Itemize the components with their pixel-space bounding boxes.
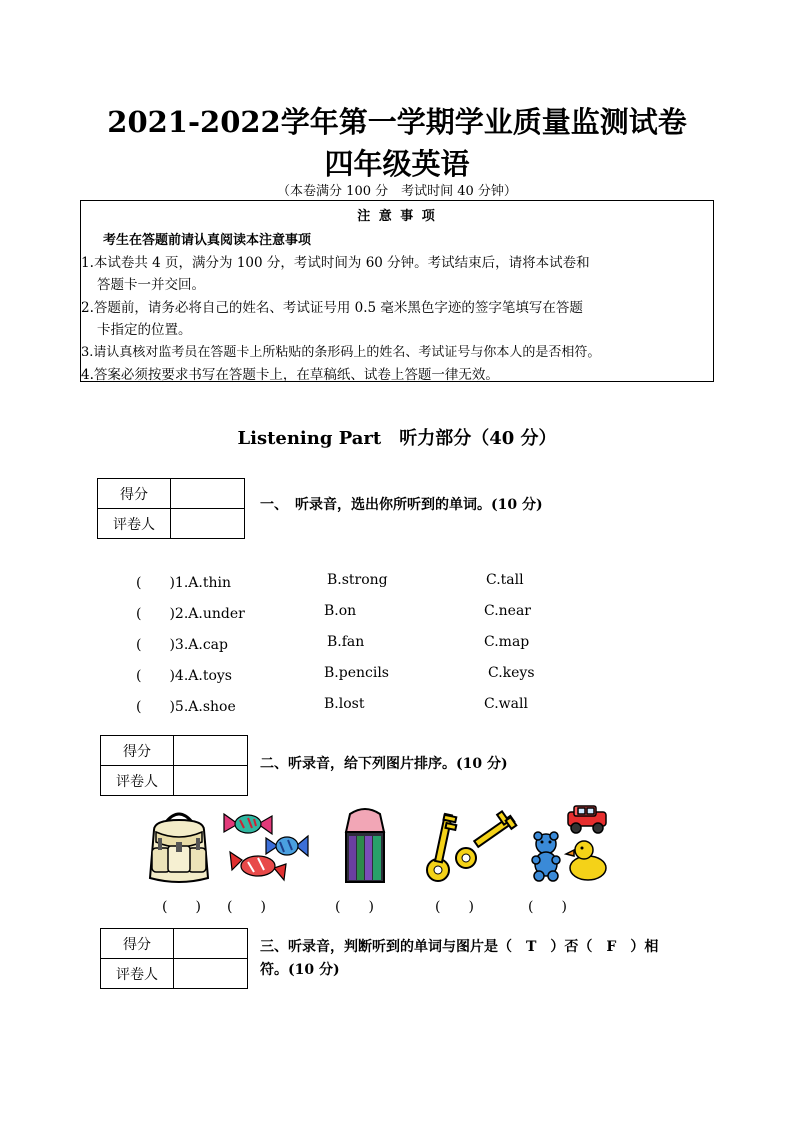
exam-title: 2021-2022学年第一学期学业质量监测试卷 <box>107 105 687 139</box>
grader-field[interactable] <box>174 766 248 796</box>
question-2-option-a[interactable]: ( )2.A.under <box>136 606 245 622</box>
notice-item: 答题卡一并交回。 <box>97 277 205 293</box>
score-box-1 <box>97 478 245 539</box>
grader-label: 评卷人 <box>101 766 174 796</box>
question-4-option-a[interactable]: ( )4.A.toys <box>136 668 232 684</box>
question-1-option-a[interactable]: ( )1.A.thin <box>136 575 231 591</box>
notice-item: 卡指定的位置。 <box>97 322 192 338</box>
score-label: 得分 <box>101 736 174 766</box>
score-field[interactable] <box>174 929 248 959</box>
order-blank-5[interactable]: ( ) <box>528 899 567 915</box>
order-blank-1[interactable]: ( ) <box>162 899 201 915</box>
score-box-2 <box>100 735 248 796</box>
question-5-option-c[interactable]: C.wall <box>484 696 528 712</box>
score-box-3 <box>100 928 248 989</box>
question-3-option-a[interactable]: ( )3.A.cap <box>136 637 228 653</box>
score-label: 得分 <box>98 479 171 509</box>
toys-icon <box>530 804 612 886</box>
section1-heading: 一、 听录音，选出你所听到的单词。(10 分) <box>260 497 543 513</box>
score-field[interactable] <box>174 736 248 766</box>
notice-item: 4.答案必须按要求书写在答题卡上，在草稿纸、试卷上答题一律无效。 <box>81 367 499 383</box>
question-4-option-c[interactable]: C.keys <box>488 665 535 681</box>
question-1-option-c[interactable]: C.tall <box>486 572 524 588</box>
keys-icon <box>424 806 524 886</box>
score-field[interactable] <box>171 479 245 509</box>
candy-icon <box>222 810 310 882</box>
exam-subtitle: 四年级英语 <box>324 147 470 181</box>
question-5-option-b[interactable]: B.lost <box>324 696 365 712</box>
notice-heading: 注 意 事 项 <box>357 209 437 224</box>
order-blank-2[interactable]: ( ) <box>227 899 266 915</box>
question-3-option-b[interactable]: B.fan <box>327 634 365 650</box>
question-2-option-b[interactable]: B.on <box>324 603 357 619</box>
notice-item: 3.请认真核对监考员在答题卡上所粘贴的条形码上的姓名、考试证号与你本人的是否相符。 <box>81 345 601 360</box>
order-blank-4[interactable]: ( ) <box>435 899 474 915</box>
notice-item: 2.答题前，请务必将自己的姓名、考试证号用 0.5 毫米黑色字迹的签字笔填写在答题 <box>81 300 583 316</box>
question-5-option-a[interactable]: ( )5.A.shoe <box>136 699 236 715</box>
listening-part-title: Listening Part 听力部分（40 分） <box>237 428 557 449</box>
notice-intro: 考生在答题前请认真阅读本注意事项 <box>103 233 312 248</box>
order-blank-3[interactable]: ( ) <box>335 899 374 915</box>
section3-heading: 三、听录音，判断听到的单词与图片是（ T ）否（ F ）相 <box>260 939 659 955</box>
question-1-option-b[interactable]: B.strong <box>327 572 388 588</box>
score-label: 得分 <box>101 929 174 959</box>
exam-info: （本卷满分 100 分 考试时间 40 分钟） <box>277 184 517 199</box>
pencil-case-icon <box>340 806 390 886</box>
section2-heading: 二、听录音，给下列图片排序。(10 分) <box>260 756 508 772</box>
grader-field[interactable] <box>174 959 248 989</box>
question-2-option-c[interactable]: C.near <box>484 603 532 619</box>
grader-label: 评卷人 <box>98 509 171 539</box>
notice-box <box>80 200 714 382</box>
grader-label: 评卷人 <box>101 959 174 989</box>
backpack-icon <box>144 808 214 886</box>
section3-heading-cont: 符。(10 分) <box>260 962 340 978</box>
question-4-option-b[interactable]: B.pencils <box>324 665 389 681</box>
notice-item: 1.本试卷共 4 页，满分为 100 分，考试时间为 60 分钟。考试结束后，请将本试卷和 <box>81 255 590 271</box>
question-3-option-c[interactable]: C.map <box>484 634 530 650</box>
grader-field[interactable] <box>171 509 245 539</box>
